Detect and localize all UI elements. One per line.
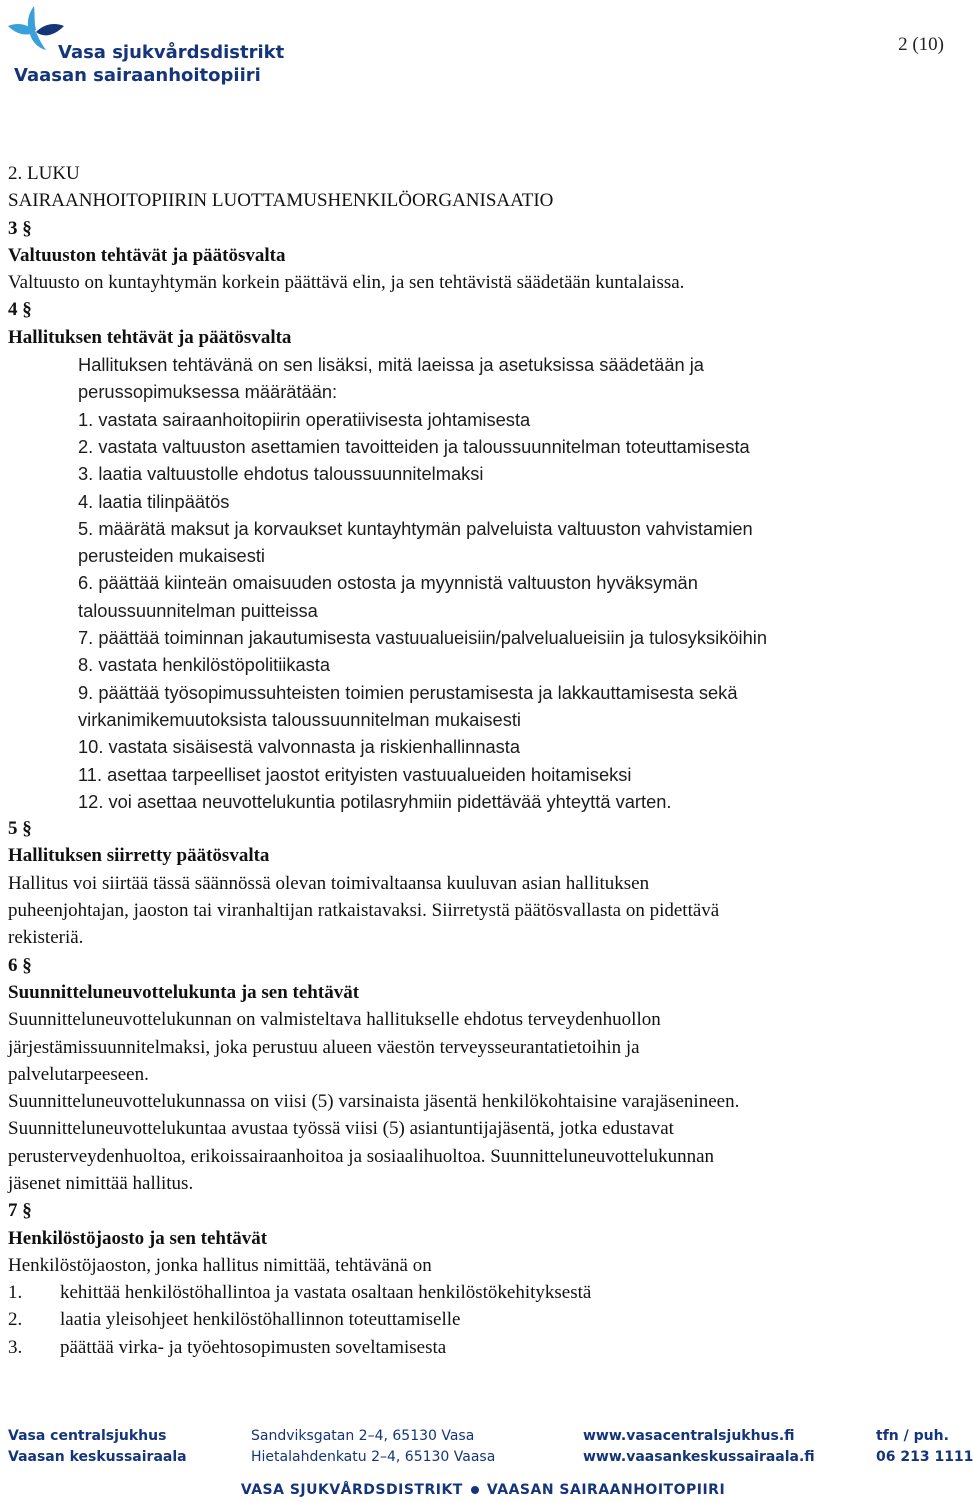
- list-item: perusteiden mukaisesti: [78, 545, 265, 567]
- list-item: virkanimikemuutoksista taloussuunnitelman mukaisesti: [78, 708, 521, 730]
- section-7-intro: Henkilöstöjaoston, jonka hallitus nimittää, tehtävänä on: [8, 1254, 432, 1276]
- section-6-text: Suunnitteluneuvottelukunnan on valmisteltava hallitukselle ehdotus terveydenhuollon: [8, 1009, 661, 1031]
- section-7-list: [8, 1279, 948, 1361]
- list-item-number: 1.: [8, 1282, 23, 1304]
- footer-district-sv: VASA SJUKVÅRDSDISTRIKT: [240, 1482, 463, 1498]
- section-7-number: 7 §: [8, 1200, 32, 1222]
- list-item-text: päättää virka- ja työehtosopimusten soveltamisesta: [60, 1336, 447, 1358]
- footer-phone-number: 06 213 1111: [876, 1449, 973, 1465]
- list-item: 9. päättää työsopimussuhteisten toimien perustamisesta ja lakkauttamisesta sekä: [78, 681, 738, 703]
- chapter-number: 2. LUKU: [8, 163, 80, 184]
- list-item-text: kehittää henkilöstöhallintoa ja vastata osaltaan henkilöstökehityksestä: [60, 1282, 592, 1304]
- section-5-text: rekisteriä.: [8, 927, 84, 949]
- footer-hospital-sv: Vasa centralsjukhus: [8, 1428, 167, 1444]
- organization-logo: [6, 4, 285, 88]
- footer-address-sv: Sandviksgatan 2–4, 65130 Vasa: [251, 1428, 475, 1444]
- list-item-number: 2.: [8, 1309, 23, 1331]
- section-3-title: Valtuuston tehtävät ja päätösvalta: [8, 244, 286, 266]
- section-5-title: Hallituksen siirretty päätösvalta: [8, 845, 270, 867]
- footer-district-fi: VAASAN SAIRAANHOITOPIIRI: [486, 1482, 726, 1498]
- section-4-intro: perussopimuksessa määrätään:: [78, 381, 338, 403]
- section-6-text: Suunnitteluneuvottelukuntaa avustaa työssä viisi (5) asiantuntijajäsentä, jotka edustavat: [8, 1118, 674, 1140]
- list-item-number: 3.: [8, 1336, 23, 1358]
- bird-logo-icon: [6, 4, 66, 54]
- list-item: taloussuunnitelman puitteissa: [78, 599, 318, 621]
- list-item: 8. vastata henkilöstöpolitiikasta: [78, 654, 331, 676]
- footer-hospital-fi: Vaasan keskussairaala: [8, 1449, 187, 1465]
- list-item-text: laatia yleisohjeet henkilöstöhallinnon toteuttamiselle: [60, 1309, 461, 1331]
- footer-web-sv: www.vasacentralsjukhus.fi: [583, 1428, 795, 1444]
- section-5-number: 5 §: [8, 818, 32, 840]
- document-body: [8, 160, 948, 1361]
- section-4-intro: Hallituksen tehtävänä on sen lisäksi, mitä laeissa ja asetuksissa säädetään ja: [78, 354, 704, 376]
- section-5-text: Hallitus voi siirtää tässä säännössä olevan toimivaltaansa kuuluvan asian hallituksen: [8, 872, 650, 894]
- list-item: 3. laatia valtuustolle ehdotus taloussuunnitelmaksi: [78, 463, 484, 485]
- section-6-text: järjestämissuunnitelmaksi, joka perustuu alueen väestön terveysseurantatietoihin ja: [8, 1036, 640, 1058]
- section-3-number: 3 §: [8, 217, 32, 239]
- footer-web-fi: www.vaasankeskussairaala.fi: [583, 1449, 815, 1465]
- list-item: [8, 1306, 948, 1333]
- section-6-text: Suunnitteluneuvottelukunnassa on viisi (5) varsinaista jäsentä henkilökohtaisine varajäsenineen.: [8, 1091, 740, 1113]
- separator-dot-icon: [471, 1486, 479, 1494]
- footer-district: [8, 1482, 958, 1498]
- logo-text-finnish: Vaasan sairaanhoitopiiri: [14, 65, 261, 86]
- page-number: 2 (10): [898, 34, 944, 55]
- list-item: 5. määrätä maksut ja korvaukset kuntayhtymän palveluista valtuuston vahvistamien: [78, 517, 753, 539]
- list-item: 10. vastata sisäisestä valvonnasta ja riskienhallinnasta: [78, 736, 521, 758]
- footer-address: [251, 1426, 495, 1468]
- section-3-text: Valtuusto on kuntayhtymän korkein päättävä elin, ja sen tehtävistä säädetään kuntalaissa.: [8, 272, 685, 294]
- list-item: 1. vastata sairaanhoitopiirin operatiivisesta johtamisesta: [78, 408, 531, 430]
- footer-phone-label: tfn / puh.: [876, 1428, 949, 1444]
- section-6-text: palvelutarpeeseen.: [8, 1063, 149, 1085]
- section-6-text: jäsenet nimittää hallitus.: [8, 1172, 194, 1194]
- list-item: 4. laatia tilinpäätös: [78, 490, 230, 512]
- list-item: [8, 1334, 948, 1361]
- section-6-title: Suunnitteluneuvottelukunta ja sen tehtävät: [8, 981, 360, 1003]
- section-5-text: puheenjohtajan, jaoston tai viranhaltijan ratkaistavaksi. Siirretystä päätösvallasta on pidettävä: [8, 900, 720, 922]
- section-6-text: perusterveydenhuoltoa, erikoissairaanhoitoa ja sosiaalihuoltoa. Suunnitteluneuvottelukunnan: [8, 1145, 714, 1167]
- list-item: 12. voi asettaa neuvottelukuntia potilasryhmiin pidettävää yhteyttä varten.: [78, 790, 672, 812]
- list-item: [8, 1279, 948, 1306]
- chapter-title: SAIRAANHOITOPIIRIN LUOTTAMUSHENKILÖORGANISAATIO: [8, 190, 554, 212]
- section-4-list: [8, 351, 948, 815]
- list-item: 11. asettaa tarpeelliset jaostot erityisten vastuualueiden hoitamiseksi: [78, 763, 632, 785]
- list-item: 6. päättää kiinteän omaisuuden ostosta ja myynnistä valtuuston hyväksymän: [78, 572, 698, 594]
- list-item: 7. päättää toiminnan jakautumisesta vastuualueisiin/palvelualueisiin ja tulosyksiköihin: [78, 627, 767, 649]
- footer-web: [583, 1426, 815, 1468]
- section-4-title: Hallituksen tehtävät ja päätösvalta: [8, 326, 292, 348]
- footer-phone: [876, 1426, 973, 1468]
- section-7-title: Henkilöstöjaosto ja sen tehtävät: [8, 1227, 268, 1249]
- section-6-number: 6 §: [8, 954, 32, 976]
- page-footer: [8, 1426, 973, 1502]
- list-item: 2. vastata valtuuston asettamien tavoitteiden ja taloussuunnitelman toteuttamisesta: [78, 435, 750, 457]
- footer-address-fi: Hietalahdenkatu 2–4, 65130 Vaasa: [251, 1449, 496, 1465]
- logo-text-swedish: Vasa sjukvårdsdistrikt: [58, 42, 285, 63]
- footer-hospital: [8, 1426, 187, 1468]
- section-4-number: 4 §: [8, 299, 32, 321]
